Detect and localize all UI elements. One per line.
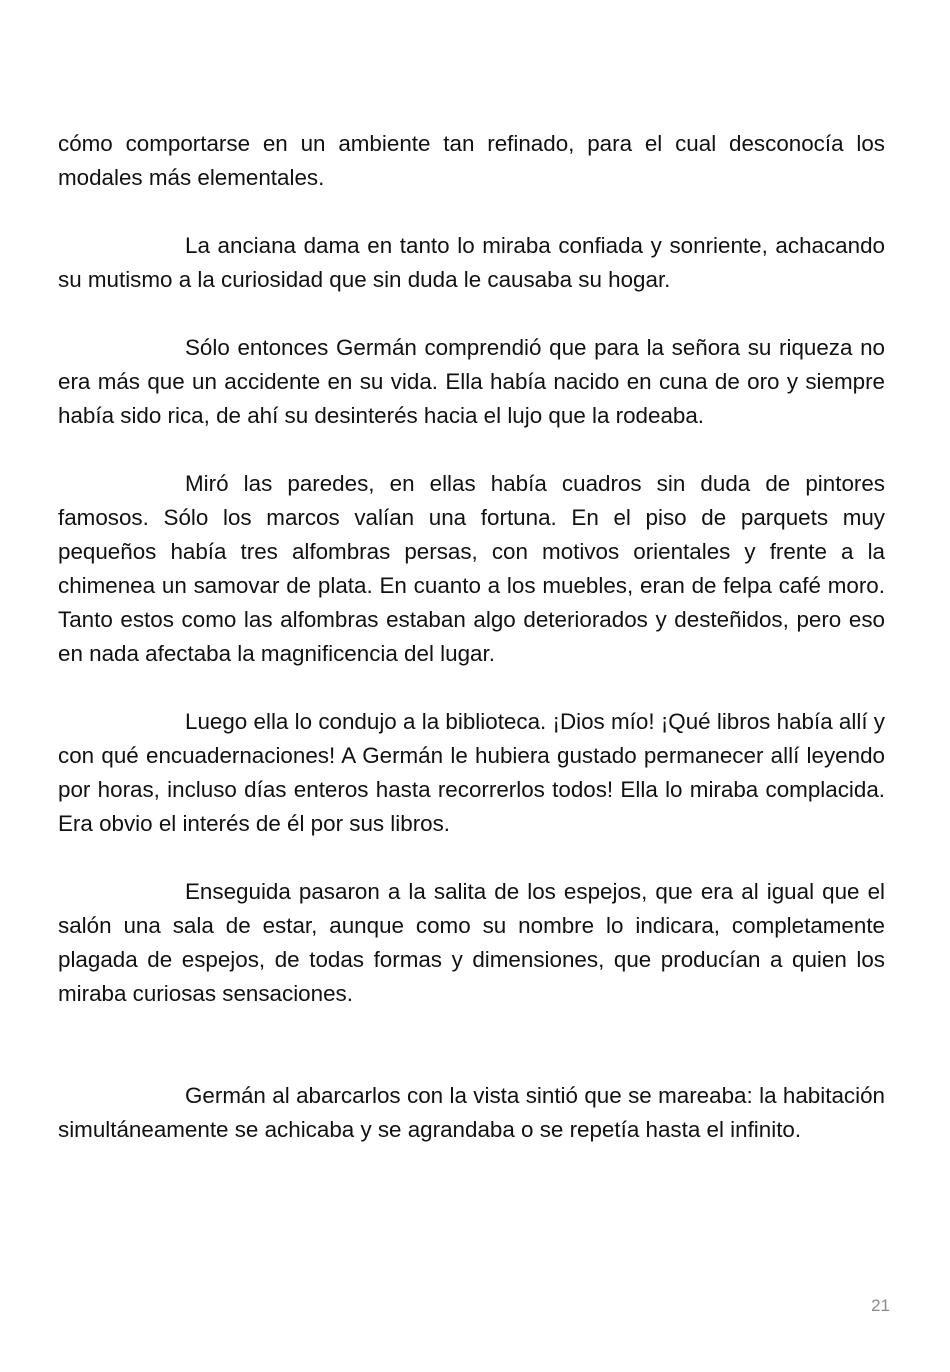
paragraph: Germán al abarcarlos con la vista sintió que se mareaba: la habitación simultáneamente se achicaba y se agrandaba o se repetía hasta el infinito.	[58, 1083, 885, 1142]
page-body	[58, 127, 885, 1181]
paragraph: Sólo entonces Germán comprendió que para la señora su riqueza no era más que un accidente en su vida. Ella había nacido en cuna de oro y siempre había sido rica, de ahí su desinterés hacia el lujo que la rodeaba.	[58, 335, 885, 428]
paragraph: cómo comportarse en un ambiente tan refinado, para el cual desconocía los modales más elementales.	[58, 131, 885, 190]
paragraph: Luego ella lo condujo a la biblioteca. ¡Dios mío! ¡Qué libros había allí y con qué encuadernaciones! A Germán le hubiera gustado permanecer allí leyendo por horas, incluso días enteros hasta recorrerlos todos! Ella lo miraba complacida. Era obvio el interés de él por sus libros.	[58, 709, 885, 836]
paragraph: La anciana dama en tanto lo miraba confiada y sonriente, achacando su mutismo a la curiosidad que sin duda le causaba su hogar.	[58, 233, 885, 292]
paragraph: Enseguida pasaron a la salita de los espejos, que era al igual que el salón una sala de estar, aunque como su nombre lo indicara, completamente plagada de espejos, de todas formas y dimensiones, que producían a quien los miraba curiosas sensaciones.	[58, 879, 885, 1006]
paragraph: Miró las paredes, en ellas había cuadros sin duda de pintores famosos. Sólo los marcos valían una fortuna. En el piso de parquets muy pequeños había tres alfombras persas, con motivos orientales y frente a la chimenea un samovar de plata. En cuanto a los muebles, eran de felpa café moro. Tanto estos como las alfombras estaban algo deteriorados y desteñidos, pero eso en nada afectaba la magnificencia del lugar.	[58, 471, 885, 666]
page-number: 21	[871, 1296, 890, 1315]
